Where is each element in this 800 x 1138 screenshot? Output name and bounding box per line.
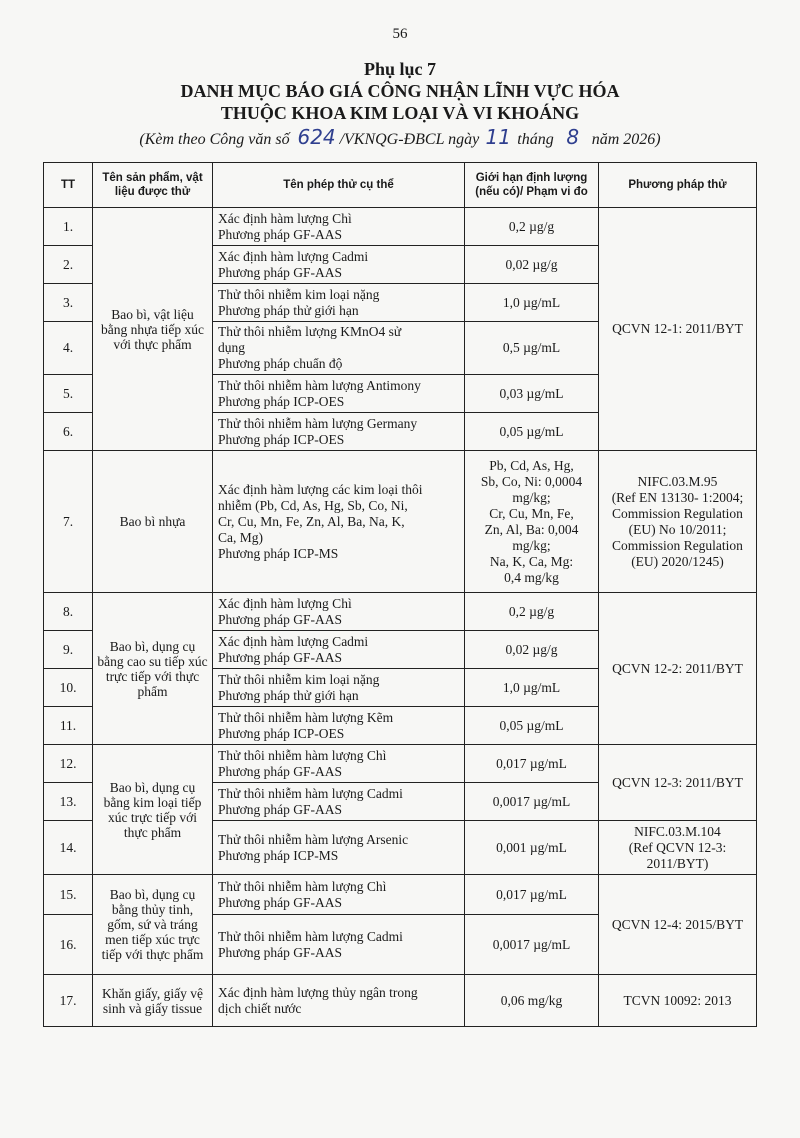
cell-line: 0,05 µg/mL bbox=[499, 717, 564, 733]
subtitle-year: năm 2026) bbox=[591, 131, 661, 148]
test-cell bbox=[213, 413, 465, 451]
limit-cell bbox=[465, 631, 599, 669]
row-number: 14. bbox=[44, 821, 93, 875]
limit-cell bbox=[465, 451, 599, 593]
document-title-line2: THUỘC KHOA KIM LOẠI VÀ VI KHOÁNG bbox=[220, 103, 580, 123]
cell-line: Thử thôi nhiễm hàm lượng Germany bbox=[218, 415, 418, 431]
limit-cell bbox=[465, 975, 599, 1027]
table-row bbox=[44, 975, 757, 1027]
handwritten-month: 8 bbox=[566, 125, 580, 149]
cell-line: Phương pháp ICP-OES bbox=[218, 725, 345, 741]
method-cell: QCVN 12-3: 2011/BYT bbox=[599, 745, 757, 821]
cell-line: Phương pháp GF-AAS bbox=[218, 763, 342, 779]
cell-line: (EU) 2020/1245) bbox=[631, 553, 724, 569]
cell-line: Phương pháp ICP-MS bbox=[218, 545, 339, 561]
test-cell bbox=[213, 208, 465, 246]
product-cell: Bao bì, dụng cụ bằng thủy tinh, gốm, sứ và tráng men tiếp xúc trực tiếp với thực phẩm bbox=[93, 875, 213, 975]
limit-cell bbox=[465, 875, 599, 915]
row-number: 8. bbox=[44, 593, 93, 631]
cell-line: mg/kg; bbox=[512, 489, 551, 505]
cell-line: Sb, Co, Ni: 0,0004 bbox=[480, 473, 583, 489]
header-tt: TT bbox=[44, 163, 93, 208]
header-test: Tên phép thử cụ thể bbox=[213, 163, 465, 208]
test-cell bbox=[213, 875, 465, 915]
cell-line: Thử thôi nhiễm kim loại nặng bbox=[218, 286, 380, 302]
cell-line: 0,5 µg/mL bbox=[502, 340, 561, 355]
price-list-table bbox=[43, 162, 757, 1027]
limit-cell bbox=[465, 413, 599, 451]
test-cell bbox=[213, 783, 465, 821]
test-cell bbox=[213, 322, 465, 375]
cell-line: nhiễm (Pb, Cd, As, Hg, Sb, Co, Ni, bbox=[218, 497, 408, 513]
cell-line: Xác định hàm lượng Chì bbox=[218, 595, 352, 611]
cell-line: 0,02 µg/g bbox=[505, 641, 558, 657]
table-row bbox=[44, 875, 757, 915]
cell-line: (EU) No 10/2011; bbox=[628, 521, 727, 537]
cell-line: Phương pháp ICP-MS bbox=[218, 847, 339, 863]
cell-line: Phương pháp GF-AAS bbox=[218, 611, 342, 627]
test-cell bbox=[213, 631, 465, 669]
product-cell: Bao bì, vật liệu bằng nhựa tiếp xúc với thực phẩm bbox=[93, 208, 213, 451]
test-cell bbox=[213, 375, 465, 413]
document-subtitle bbox=[0, 125, 800, 152]
cell-line: 0,0017 µg/mL bbox=[492, 936, 571, 952]
cell-line: Na, K, Ca, Mg: bbox=[489, 553, 574, 569]
table-row bbox=[44, 208, 757, 246]
cell-line: 0,017 µg/mL bbox=[496, 886, 567, 902]
cell-line: Thử thôi nhiễm hàm lượng Cadmi bbox=[218, 785, 403, 801]
row-number: 1. bbox=[44, 208, 93, 246]
cell-line: Xác định hàm lượng Chì bbox=[218, 210, 352, 226]
subtitle-open: (Kèm theo Công văn số bbox=[139, 131, 290, 148]
test-cell bbox=[213, 284, 465, 322]
subtitle-month-label: tháng bbox=[517, 131, 554, 148]
cell-line: 0,001 µg/mL bbox=[496, 839, 567, 855]
header-limit: Giới hạn định lượng (nếu có)/ Phạm vi đo bbox=[465, 163, 599, 208]
row-number: 2. bbox=[44, 246, 93, 284]
table-row bbox=[44, 593, 757, 631]
cell-line: 0,02 µg/g bbox=[505, 256, 558, 272]
header-method: Phương pháp thử bbox=[599, 163, 757, 208]
row-number: 4. bbox=[44, 322, 93, 375]
cell-line: Commission Regulation bbox=[612, 537, 743, 553]
row-number: 16. bbox=[44, 915, 93, 975]
product-cell: Bao bì, dụng cụ bằng cao su tiếp xúc trực tiếp với thực phẩm bbox=[93, 593, 213, 745]
cell-line: Phương pháp ICP-OES bbox=[218, 431, 345, 447]
limit-cell bbox=[465, 745, 599, 783]
cell-line: Phương pháp GF-AAS bbox=[218, 649, 342, 665]
cell-line: NIFC.03.M.104 bbox=[634, 823, 721, 839]
table-row bbox=[44, 451, 757, 593]
cell-line: Phương pháp ICP-OES bbox=[218, 393, 345, 409]
row-number: 11. bbox=[44, 707, 93, 745]
row-number: 17. bbox=[44, 975, 93, 1027]
cell-line: Phương pháp GF-AAS bbox=[218, 801, 342, 817]
cell-line: Phương pháp chuẩn độ bbox=[218, 356, 343, 371]
page-number: 56 bbox=[392, 26, 408, 42]
limit-cell bbox=[465, 208, 599, 246]
test-cell bbox=[213, 821, 465, 875]
product-cell: Bao bì, dụng cụ bằng kim loại tiếp xúc trực tiếp với thực phẩm bbox=[93, 745, 213, 875]
limit-cell bbox=[465, 593, 599, 631]
cell-line: 0,017 µg/mL bbox=[496, 755, 567, 771]
cell-line: Xác định hàm lượng thủy ngân trong bbox=[218, 984, 418, 1000]
cell-line: Cr, Cu, Mn, Fe, bbox=[489, 505, 574, 521]
cell-line: 0,03 µg/mL bbox=[499, 385, 564, 401]
document-title-line1: DANH MỤC BÁO GIÁ CÔNG NHẬN LĨNH VỰC HÓA bbox=[180, 81, 620, 101]
cell-line: 0,06 mg/kg bbox=[500, 992, 563, 1008]
row-number: 12. bbox=[44, 745, 93, 783]
cell-line: (Ref EN 13130- 1:2004; bbox=[611, 489, 744, 505]
header-product: Tên sản phẩm, vật liệu được thử bbox=[93, 163, 213, 208]
limit-cell bbox=[465, 783, 599, 821]
handwritten-day: 11 bbox=[485, 125, 511, 149]
row-number: 9. bbox=[44, 631, 93, 669]
method-cell: QCVN 12-1: 2011/BYT bbox=[599, 208, 757, 451]
test-cell bbox=[213, 451, 465, 593]
cell-line: dụng bbox=[218, 340, 245, 355]
cell-line: Thử thôi nhiễm lượng KMnO4 sử bbox=[218, 324, 402, 339]
product-cell: Khăn giấy, giấy vệ sinh và giấy tissue bbox=[93, 975, 213, 1027]
cell-line: Thử thôi nhiễm hàm lượng Arsenic bbox=[218, 831, 409, 847]
cell-line: 0,0017 µg/mL bbox=[492, 793, 571, 809]
cell-line: mg/kg; bbox=[512, 537, 551, 553]
cell-line: Commission Regulation bbox=[612, 505, 743, 521]
cell-line: Xác định hàm lượng Cadmi bbox=[218, 248, 369, 264]
test-cell bbox=[213, 975, 465, 1027]
cell-line: 0,4 mg/kg bbox=[504, 569, 559, 585]
handwritten-doc-number: 624 bbox=[297, 125, 336, 149]
cell-line: Phương pháp GF-AAS bbox=[218, 944, 342, 960]
test-cell bbox=[213, 707, 465, 745]
test-cell bbox=[213, 593, 465, 631]
cell-line: Pb, Cd, As, Hg, bbox=[489, 457, 574, 473]
cell-line: 0,05 µg/mL bbox=[499, 423, 564, 439]
cell-line: Ca, Mg) bbox=[218, 529, 263, 545]
row-number: 15. bbox=[44, 875, 93, 915]
cell-line: dịch chiết nước bbox=[218, 1000, 302, 1016]
limit-cell bbox=[465, 375, 599, 413]
limit-cell bbox=[465, 915, 599, 975]
test-cell bbox=[213, 745, 465, 783]
appendix-label: Phụ lục 7 bbox=[363, 59, 437, 79]
limit-cell bbox=[465, 707, 599, 745]
cell-line: 1,0 µg/mL bbox=[502, 294, 561, 310]
cell-line: Phương pháp GF-AAS bbox=[218, 264, 342, 280]
document-heading bbox=[0, 58, 800, 152]
table-header-row bbox=[44, 163, 757, 208]
method-cell bbox=[599, 821, 757, 875]
row-number: 6. bbox=[44, 413, 93, 451]
row-number: 10. bbox=[44, 669, 93, 707]
cell-line: Phương pháp thử giới hạn bbox=[218, 687, 359, 703]
row-number: 7. bbox=[44, 451, 93, 593]
cell-line: NIFC.03.M.95 bbox=[637, 473, 718, 489]
cell-line: Thử thôi nhiễm hàm lượng Chì bbox=[218, 878, 387, 894]
cell-line: Zn, Al, Ba: 0,004 bbox=[484, 521, 579, 537]
limit-cell bbox=[465, 669, 599, 707]
test-cell bbox=[213, 669, 465, 707]
cell-line: Thử thôi nhiễm hàm lượng Antimony bbox=[218, 377, 421, 393]
cell-line: Thử thôi nhiễm hàm lượng Cadmi bbox=[218, 928, 403, 944]
row-number: 3. bbox=[44, 284, 93, 322]
method-cell bbox=[599, 451, 757, 593]
product-cell: Bao bì nhựa bbox=[93, 451, 213, 593]
table-row bbox=[44, 745, 757, 783]
test-cell bbox=[213, 915, 465, 975]
limit-cell bbox=[465, 322, 599, 375]
cell-line: Thử thôi nhiễm kim loại nặng bbox=[218, 671, 380, 687]
test-cell bbox=[213, 246, 465, 284]
cell-line: Phương pháp thử giới hạn bbox=[218, 302, 359, 318]
cell-line: Xác định hàm lượng các kim loại thôi bbox=[218, 481, 423, 497]
cell-line: 2011/BYT) bbox=[646, 855, 709, 871]
cell-line: Phương pháp GF-AAS bbox=[218, 226, 342, 242]
cell-line: 0,2 µg/g bbox=[508, 218, 555, 234]
cell-line: Cr, Cu, Mn, Fe, Zn, Al, Ba, Na, K, bbox=[218, 513, 405, 529]
cell-line: Phương pháp GF-AAS bbox=[218, 894, 342, 910]
cell-line: Xác định hàm lượng Cadmi bbox=[218, 633, 369, 649]
limit-cell bbox=[465, 246, 599, 284]
cell-line: Thử thôi nhiễm hàm lượng Kẽm bbox=[218, 709, 394, 725]
limit-cell bbox=[465, 284, 599, 322]
cell-line: 0,2 µg/g bbox=[508, 603, 555, 619]
method-cell: TCVN 10092: 2013 bbox=[599, 975, 757, 1027]
cell-line: (Ref QCVN 12-3: bbox=[628, 839, 727, 855]
cell-line: 1,0 µg/mL bbox=[502, 679, 561, 695]
cell-line: Thử thôi nhiễm hàm lượng Chì bbox=[218, 747, 387, 763]
method-cell: QCVN 12-2: 2011/BYT bbox=[599, 593, 757, 745]
row-number: 13. bbox=[44, 783, 93, 821]
method-cell: QCVN 12-4: 2015/BYT bbox=[599, 875, 757, 975]
subtitle-doc-code: /VKNQG-ĐBCL ngày bbox=[339, 131, 480, 148]
row-number: 5. bbox=[44, 375, 93, 413]
limit-cell bbox=[465, 821, 599, 875]
